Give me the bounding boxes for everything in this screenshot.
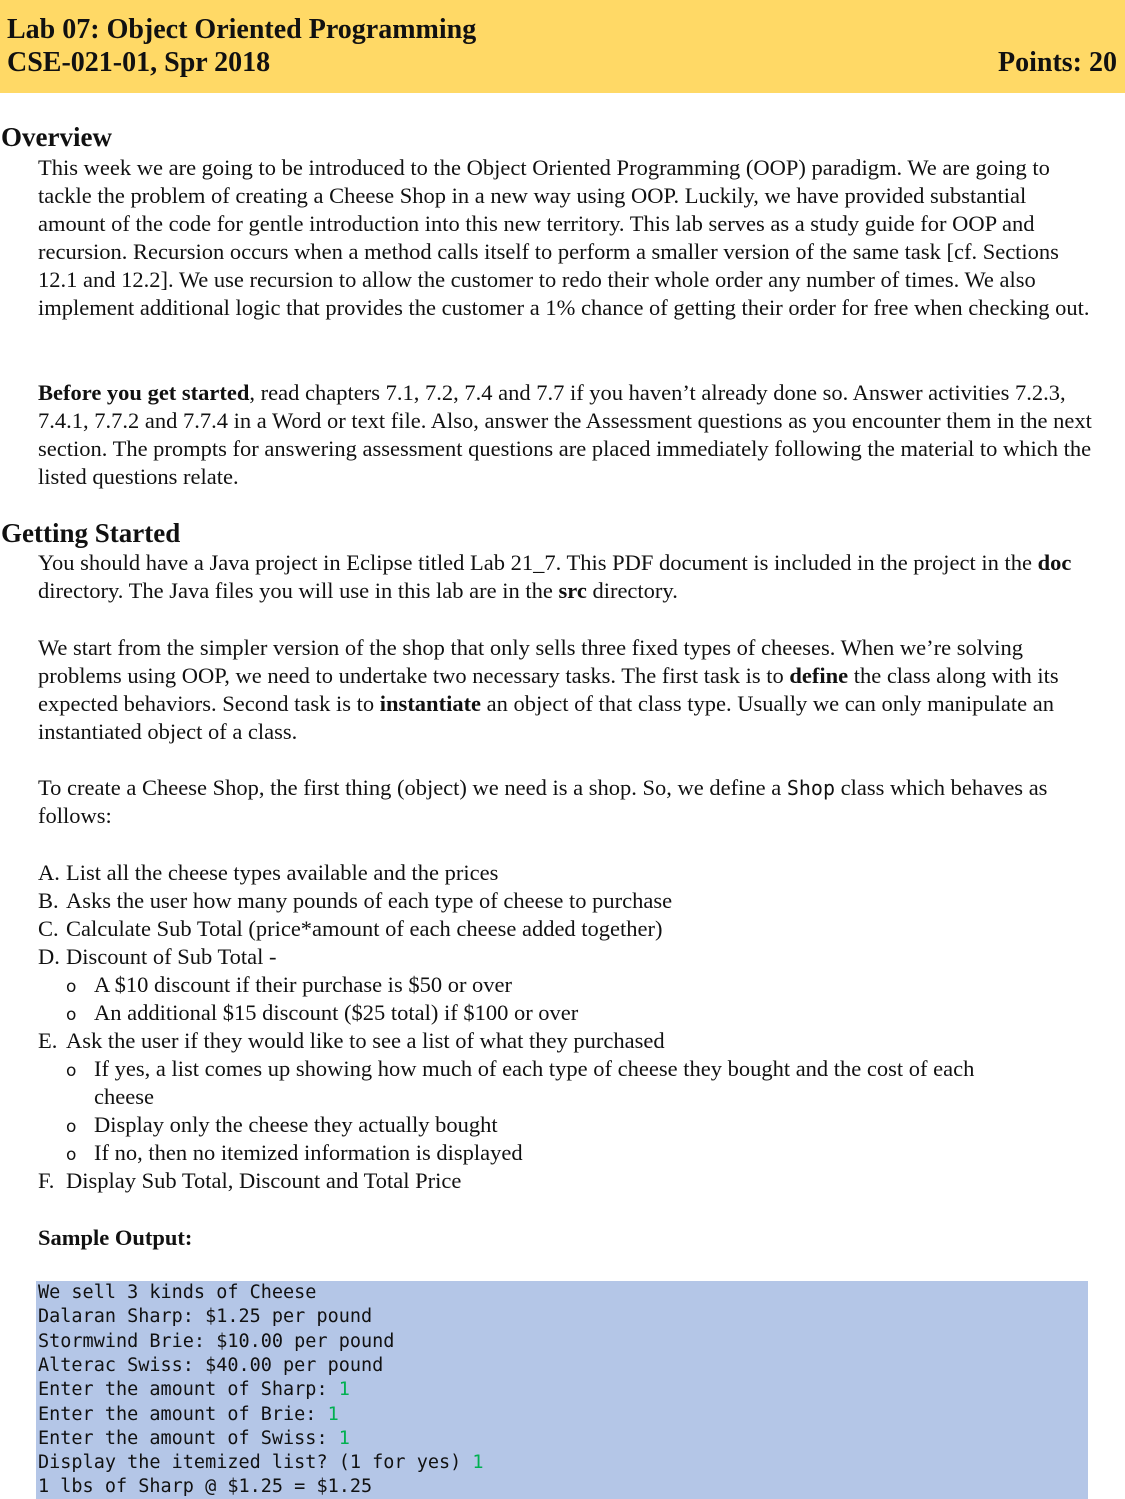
getting-started-heading: Getting Started <box>1 518 181 548</box>
p1-text-e: directory. <box>586 578 678 603</box>
list-item-text: Discount of Sub Total - <box>66 944 277 969</box>
list-item <box>38 915 663 943</box>
code-line-text: Display the itemized list? (1 for yes) <box>38 1452 473 1474</box>
code-line <box>38 1427 350 1451</box>
code-line-user-input: 1 <box>472 1452 484 1474</box>
shop-class-code: Shop <box>786 776 835 800</box>
p2-text-c: the class along with its expected behaviors. Second task is to <box>38 663 1059 716</box>
list-item <box>38 1167 461 1195</box>
bullet-marker: o <box>66 1145 77 1165</box>
list-item-text: If no, then no itemized information is displayed <box>94 1140 523 1165</box>
code-line <box>38 1378 350 1402</box>
lab-title: Lab 07: Object Oriented Programming <box>7 14 477 45</box>
list-marker: A. <box>38 860 60 885</box>
list-item <box>94 1083 154 1111</box>
bullet-marker: o <box>66 977 77 997</box>
bullet-marker: o <box>66 1005 77 1025</box>
code-line <box>38 1281 316 1305</box>
p1-text-c: directory. The Java files you will use in this lab are in the <box>38 578 559 603</box>
list-item-text: If yes, a list comes up showing how much of each type of cheese they bought and the cost of each <box>94 1056 975 1081</box>
list-item <box>66 1111 498 1141</box>
list-item <box>66 1139 523 1169</box>
p2-text-a: We start from the simpler version of the shop that only sells three fixed types of cheeses. When we’re solving problems using OOP, we need to undertake two necessary tasks. The first task is to <box>38 635 1024 688</box>
p1-text-a: You should have a Java project in Eclipse titled Lab 21_7. This PDF document is included in the project in the <box>38 550 1038 575</box>
code-line-text: Alterac Swiss: $40.00 per pound <box>38 1354 384 1376</box>
header-banner <box>0 0 1125 93</box>
code-line-text: Enter the amount of Brie: <box>38 1403 328 1425</box>
code-line-text: Stormwind Brie: $10.00 per pound <box>38 1330 395 1352</box>
overview-paragraph-1: This week we are going to be introduced to the Object Oriented Programming (OOP) paradigm. We are going to tackle the problem of creating a Cheese Shop in a new way using OOP. Luckily, we have provided substantial amount of the code for gentle introduction into this new territory. This lab serves as a study guide for OOP and recursion. Recursion occurs when a method calls itself to perform a smaller version of the same task [cf. Sections 12.1 and 12.2]. We use recursion to allow the customer to redo their whole order any number of times. We also implement additional logic that provides the customer a 1% chance of getting their order for free when checking out. <box>38 155 1090 320</box>
p2-text-e: an object of that class type. Usually we can only manipulate an instantiated object of a class. <box>38 691 1054 744</box>
code-line-text: Dalaran Sharp: $1.25 per pound <box>38 1306 373 1328</box>
list-marker: E. <box>38 1028 58 1053</box>
list-item-text: Display only the cheese they actually bought <box>94 1112 498 1137</box>
list-item-text: An additional $15 discount ($25 total) if $100 or over <box>94 1000 579 1025</box>
code-line-text: 1 lbs of Sharp @ $1.25 = $1.25 <box>38 1476 373 1498</box>
before-started-bold: Before you get started <box>38 380 250 405</box>
list-item <box>66 999 578 1029</box>
code-line <box>38 1330 394 1354</box>
overview-heading: Overview <box>1 122 112 152</box>
sample-output-label: Sample Output: <box>38 1225 193 1250</box>
list-item-text: Asks the user how many pounds of each type of cheese to purchase <box>66 888 673 913</box>
list-item <box>66 971 512 1001</box>
code-line-text: Enter the amount of Swiss: <box>38 1427 339 1449</box>
code-line-text: We sell 3 kinds of Cheese <box>38 1282 317 1303</box>
list-item <box>66 1055 974 1085</box>
p3-text-a: To create a Cheese Shop, the first thing (object) we need is a shop. So, we define a <box>38 775 787 800</box>
list-marker: F. <box>38 1168 55 1193</box>
code-line-user-input: 1 <box>338 1427 350 1449</box>
list-item-text: List all the cheese types available and the prices <box>66 860 499 885</box>
code-line <box>38 1354 383 1378</box>
list-marker: C. <box>38 916 59 941</box>
code-line <box>38 1403 339 1427</box>
doc-dir-bold: doc <box>1037 550 1072 575</box>
getting-started-paragraph-2 <box>38 634 1098 746</box>
code-line-text: Enter the amount of Sharp: <box>38 1379 339 1401</box>
list-item <box>38 1027 665 1055</box>
overview-paragraph-2 <box>38 379 1098 491</box>
list-item-text: cheese <box>94 1084 154 1109</box>
course-label: CSE-021-01, Spr 2018 <box>7 47 271 78</box>
instantiate-bold: instantiate <box>379 691 482 716</box>
list-item-text: Calculate Sub Total (price*amount of each cheese added together) <box>66 916 663 941</box>
p3-text-b: class which behaves as follows: <box>38 775 1048 828</box>
list-item <box>38 943 277 971</box>
list-item-text: A $10 discount if their purchase is $50 or over <box>94 972 513 997</box>
list-item-text: Display Sub Total, Discount and Total Price <box>66 1168 462 1193</box>
list-item-text: Ask the user if they would like to see a list of what they purchased <box>66 1028 665 1053</box>
getting-started-paragraph-1 <box>38 549 1098 605</box>
overview-paragraph-2-text: , read chapters 7.1, 7.2, 7.4 and 7.7 if you haven’t already done so. Answer activities 7.2.3, 7.4.1, 7.7.2 and 7.7.4 in a Word or text file. Also, answer the Assessment questions as you encounter them in the next section. The prompts for answering assessment questions are placed immediately following the material to which the listed questions relate. <box>38 380 1092 489</box>
list-marker: D. <box>38 944 60 969</box>
points-label: Points: 20 <box>998 47 1117 78</box>
code-line <box>38 1475 372 1499</box>
list-item <box>38 859 498 887</box>
src-dir-bold: src <box>558 578 587 603</box>
define-bold: define <box>789 663 849 688</box>
list-marker: B. <box>38 888 59 913</box>
list-item <box>38 887 672 915</box>
code-line <box>38 1305 372 1329</box>
getting-started-paragraph-3 <box>38 774 1098 830</box>
bullet-marker: o <box>66 1117 77 1137</box>
code-line-user-input: 1 <box>327 1403 339 1425</box>
code-line <box>38 1451 484 1475</box>
bullet-marker: o <box>66 1061 77 1081</box>
sample-output-block <box>36 1281 1088 1499</box>
code-line-user-input: 1 <box>338 1379 350 1401</box>
